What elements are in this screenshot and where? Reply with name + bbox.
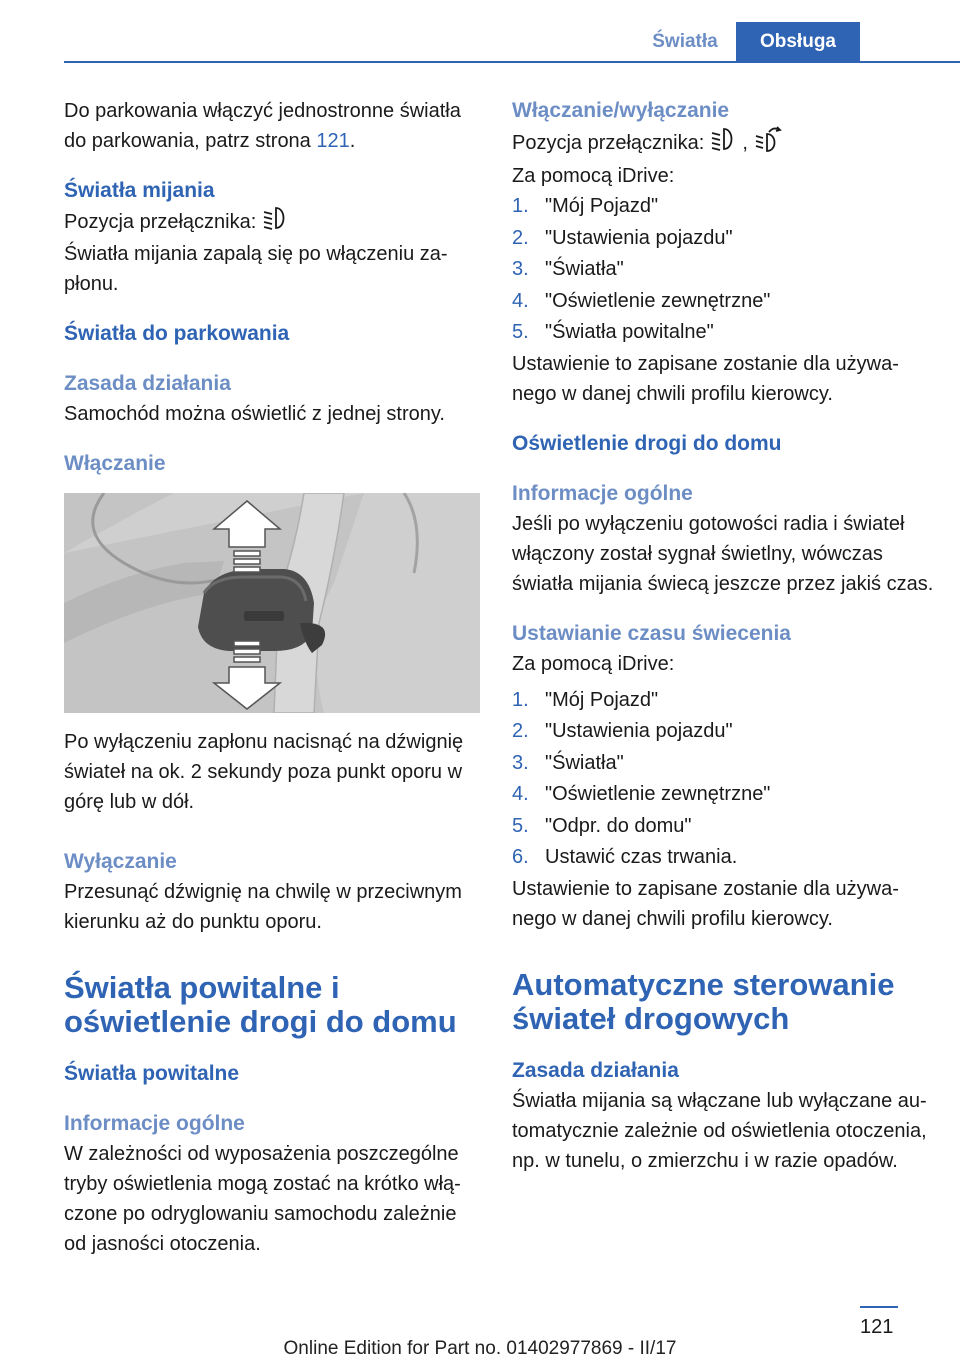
step-text: Ustawić czas trwania. [545,846,738,868]
switch-on-text: Po wyłączeniu zapłonu nacisnąć na dźwignię świateł na ok. 2 sekundy poza punkt oporu w górę lub w dół. [64,731,464,813]
step-text: "Światła" [545,258,624,280]
heading-switch-off: Wyłączanie [64,850,177,873]
footer-rule [860,1306,898,1308]
heading-home-lighting: Oświetlenie drogi do domu [512,431,782,455]
step-number: 5. [512,321,529,343]
list-item [512,779,942,811]
step-text: "Światła powitalne" [545,321,714,343]
step-text: "Ustawienia pojazdu" [545,226,733,249]
heading-general-info-2: Informacje ogólne [512,481,693,505]
list-item [512,286,942,318]
step-text: "Mój Pojazd" [545,688,659,711]
saved-text-1: Ustawienie to zapisane zostanie dla używa‐nego w danej chwili profilu kierowcy. [512,352,899,405]
list-item [512,254,942,286]
principle-text: Samochód można oświetlić z jednej strony. [64,403,445,425]
edition-footer: Online Edition for Part no. 01402977869 - II/17 [283,1338,677,1359]
low-beam-icon [262,206,288,239]
right-column [512,96,942,1176]
heading-welcome-lights: Światła powitalne [64,1062,240,1085]
list-item [512,842,942,874]
intro-text: Do parkowania włączyć jednostronne światła do parkowania, patrz strona [64,100,461,152]
toggle-separator: , [742,131,748,154]
step-number: 2. [512,226,529,249]
low-beam-position [64,206,484,239]
heading-auto-high-beam: Automatyczne sterowanie świateł drogowych [512,966,895,1036]
header-chapter-title: Obsługa [736,22,860,62]
list-item [512,223,942,255]
step-number: 5. [512,814,529,837]
saved-text-2: Ustawienie to zapisane zostanie dla używa‐nego w danej chwili profilu kierowcy. [512,877,899,930]
list-item [512,317,942,349]
step-number: 3. [512,258,529,280]
principle-text-2: Światła mijania są włączane lub wyłączane au‐tomatycznie zależnie od oświetlenia otoczenia, np. w tunelu, o zmierzchu i w razie opadów. [512,1089,927,1172]
step-number: 4. [512,289,529,312]
step-text: "Oświetlenie zewnętrzne" [545,783,771,805]
stalk-up-down-figure [64,493,480,713]
list-item [512,748,942,780]
intro-end: . [349,130,356,152]
step-text: "Światła" [545,751,624,774]
heading-parking-lights: Światła do parkowania [64,322,290,345]
heading-low-beam: Światła mijania [64,179,215,202]
step-number: 2. [512,720,529,742]
via-idrive-1: Za pomocą iDrive: [512,165,675,187]
page-reference-link[interactable]: 121 [316,130,350,152]
step-text: "Odpr. do domu" [545,814,692,837]
toggle-position [512,126,942,161]
list-item [512,191,942,223]
automatic-headlight-icon [754,126,782,161]
idrive-steps-1 [512,191,942,349]
list-item [512,685,942,717]
step-text: "Oświetlenie zewnętrzne" [545,289,771,312]
toggle-position-label: Pozycja przełącznika: [512,131,705,154]
list-item [512,716,942,748]
low-beam-text: Światła mijania zapalą się po włączeniu za‐płonu. [64,243,448,295]
list-item [512,811,942,843]
step-text: "Ustawienia pojazdu" [545,720,733,742]
step-number: 6. [512,846,529,868]
step-number: 1. [512,195,529,217]
step-number: 4. [512,783,529,805]
step-text: "Mój Pojazd" [545,195,659,217]
low-beam-position-label: Pozycja przełącznika: [64,210,257,233]
idrive-steps-2 [512,685,942,874]
heading-principle: Zasada działania [64,372,231,395]
heading-principle-2: Zasada działania [512,1058,679,1082]
heading-switch-on: Włączanie [64,452,166,475]
page-number: 121 [860,1316,894,1338]
step-number: 3. [512,751,529,774]
step-number: 1. [512,688,529,711]
heading-duration: Ustawianie czasu świecenia [512,621,791,645]
heading-welcome-home: Światła powitalne i oświetlenie drogi do domu [64,970,457,1039]
via-idrive-2: Za pomocą iDrive: [512,652,675,675]
general-info-text-2: Jeśli po wyłączeniu gotowości radia i świateł włączony został sygnał świetlny, wówczas światła mijania świecą jeszcze przez jakiś czas. [512,512,934,595]
low-beam-icon [710,127,736,160]
header-rule [64,61,960,63]
heading-toggle: Włączanie/wyłączanie [512,99,730,122]
intro-paragraph [64,96,484,156]
header-section-title: Światła [652,31,718,52]
left-column [64,96,484,1259]
heading-general-info: Informacje ogólne [64,1112,245,1135]
general-info-text: W zależności od wyposażenia poszczególne tryby oświetlenia mogą zostać na krótko włą‐czone po odryglowaniu samochodu zależnie od jasności otoczenia. [64,1143,461,1255]
switch-off-text: Przesunąć dźwignię na chwilę w przeciwnym kierunku aż do punktu oporu. [64,881,462,933]
